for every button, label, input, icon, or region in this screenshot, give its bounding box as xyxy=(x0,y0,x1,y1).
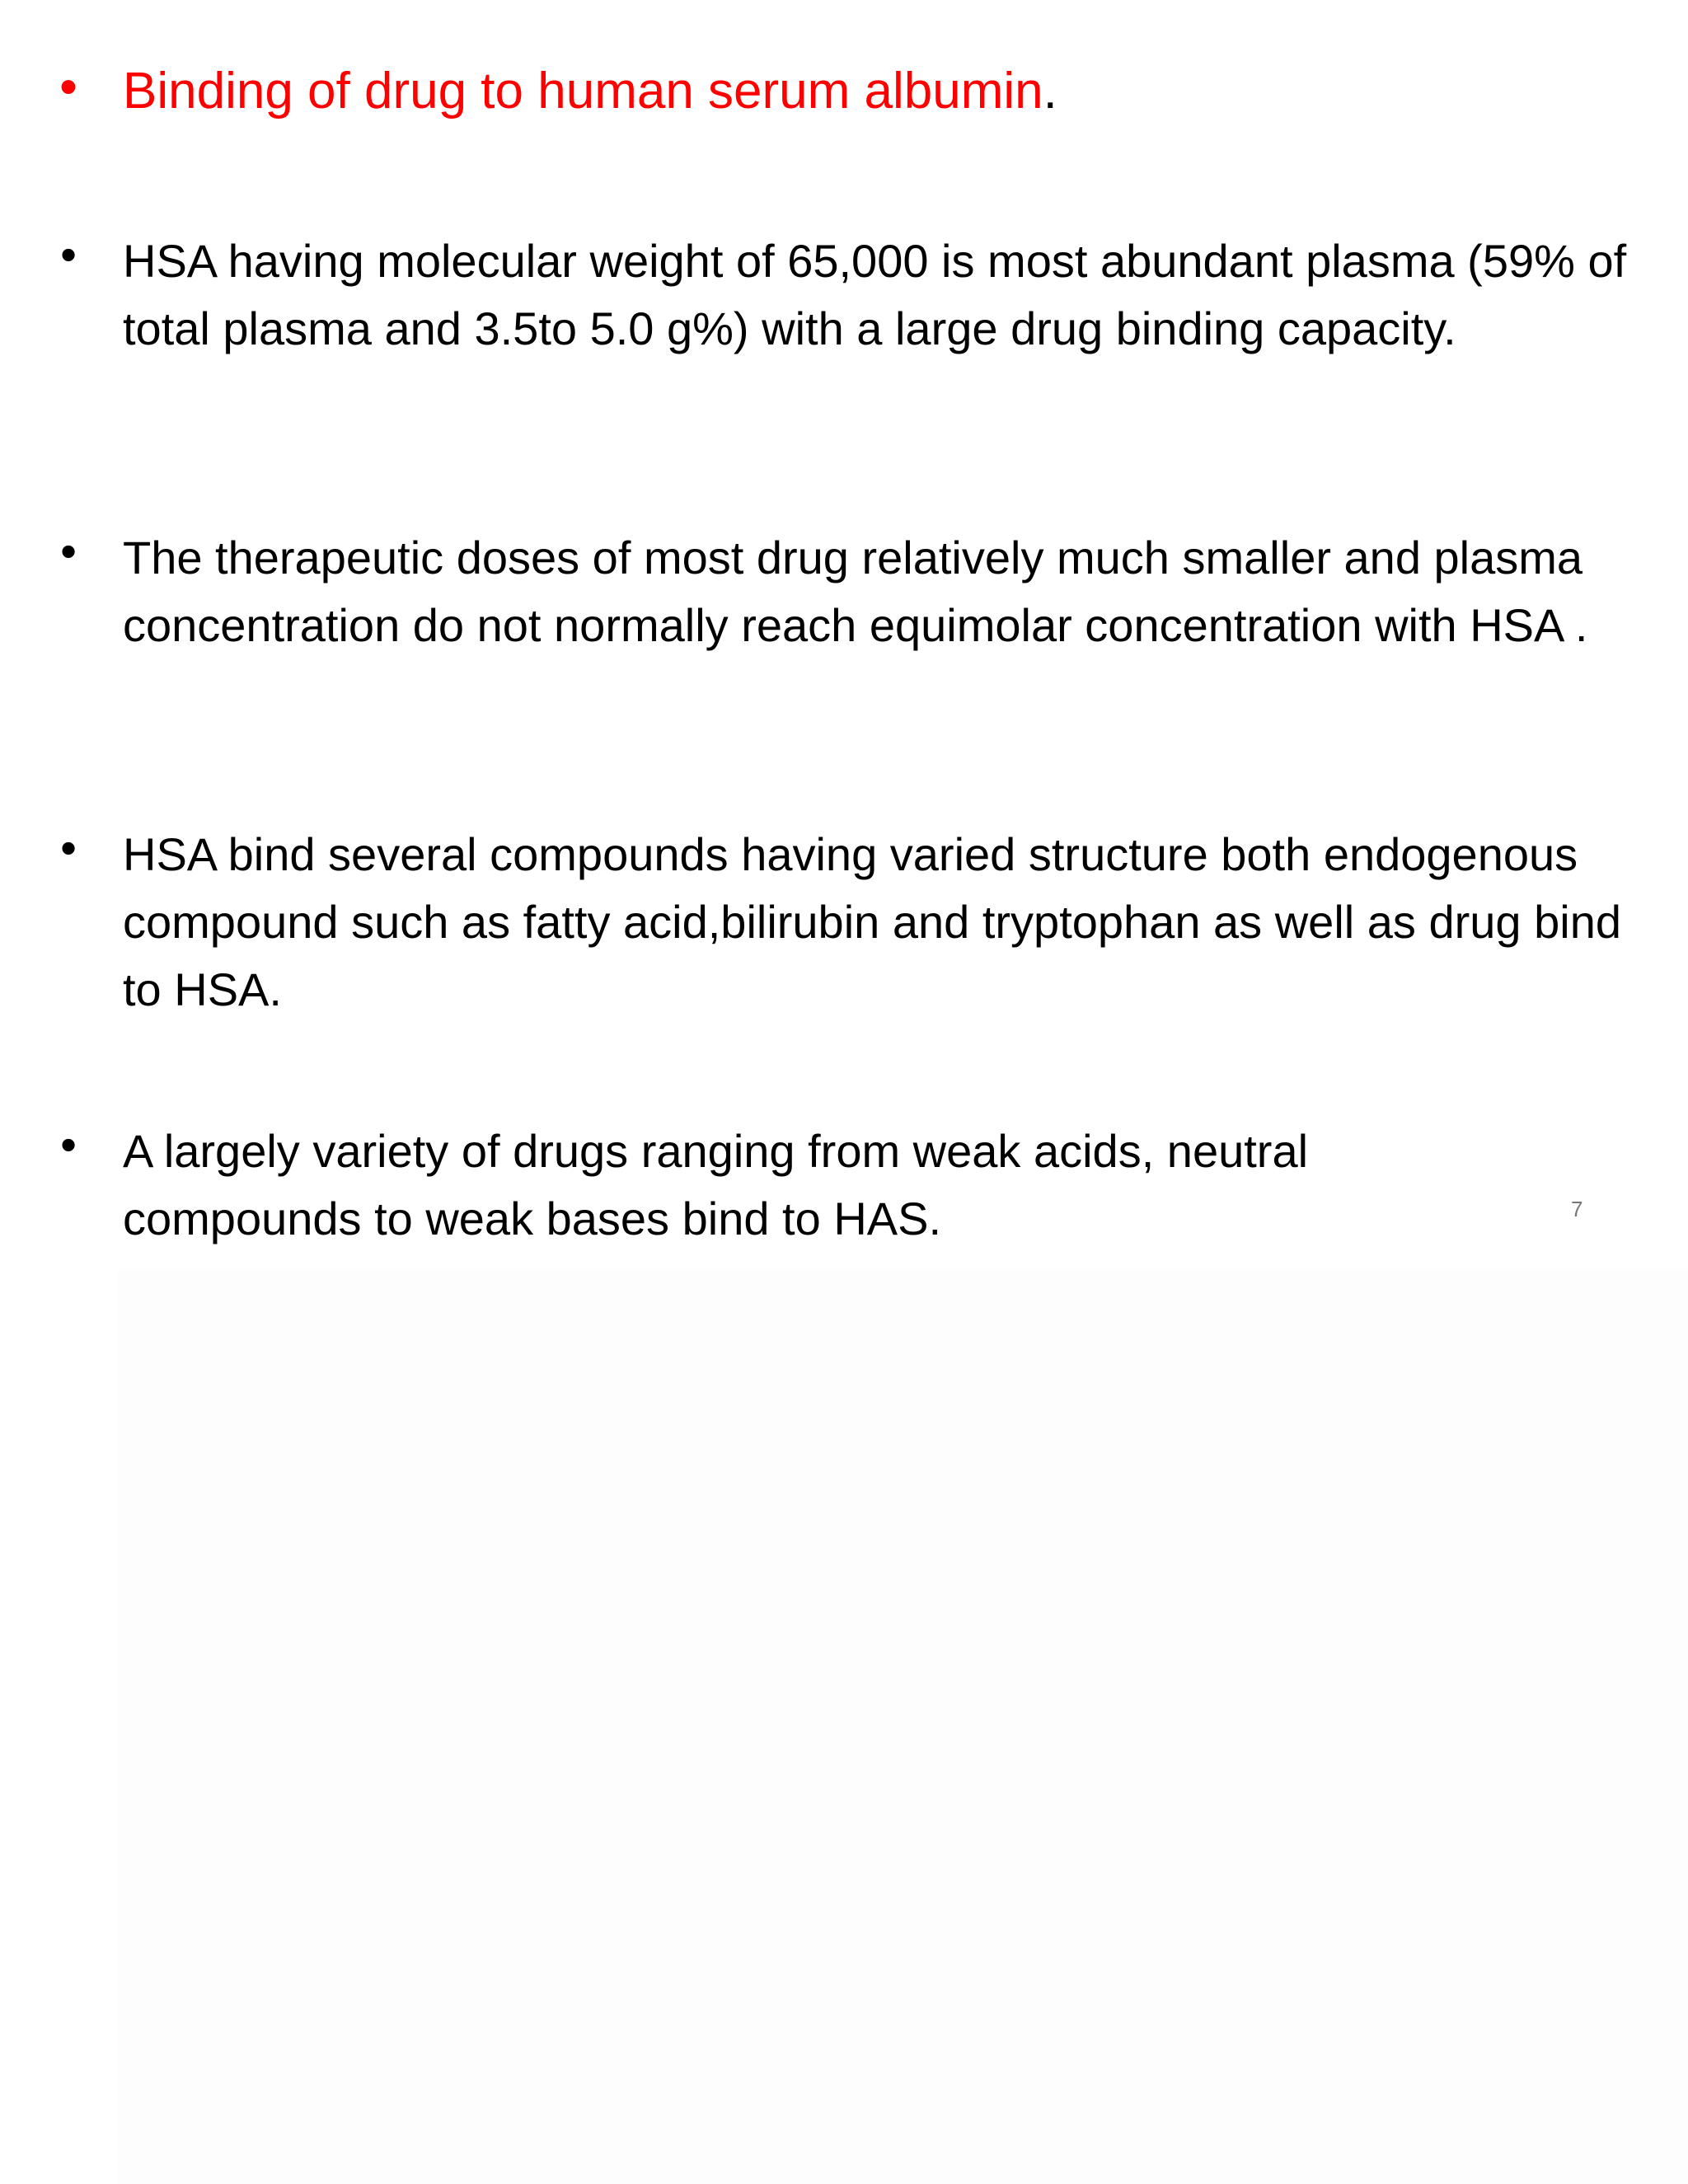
bullet-text: A largely variety of drugs ranging from weak acids, neutral compounds to weak bases bind to HAS. xyxy=(123,1125,1309,1244)
heading-bullet: • xyxy=(59,59,77,115)
heading-text xyxy=(123,58,1632,125)
heading-title: Binding of drug to human serum albumin xyxy=(123,63,1043,120)
bullet-dot: • xyxy=(60,228,77,280)
bullet-text: HSA having molecular weight of 65,000 is most abundant plasma (59% of total plasma and 3.5to 5.0 g%) with a large drug binding capacity. xyxy=(123,235,1627,354)
bullet-dot: • xyxy=(60,1118,77,1170)
bullet-text: The therapeutic doses of most drug relatively much smaller and plasma concentration do not normally reach equimolar concentration with HSA . xyxy=(123,532,1588,651)
heading-period: . xyxy=(1043,63,1057,120)
bullet-dot: • xyxy=(60,822,77,874)
bullet-text: HSA bind several compounds having varied structure both endogenous compound such as fatty acid,bilirubin and tryptophan as well as drug bind to HSA. xyxy=(123,828,1621,1015)
page-number: 7 xyxy=(1571,1197,1583,1221)
bullet-dot: • xyxy=(60,525,77,577)
